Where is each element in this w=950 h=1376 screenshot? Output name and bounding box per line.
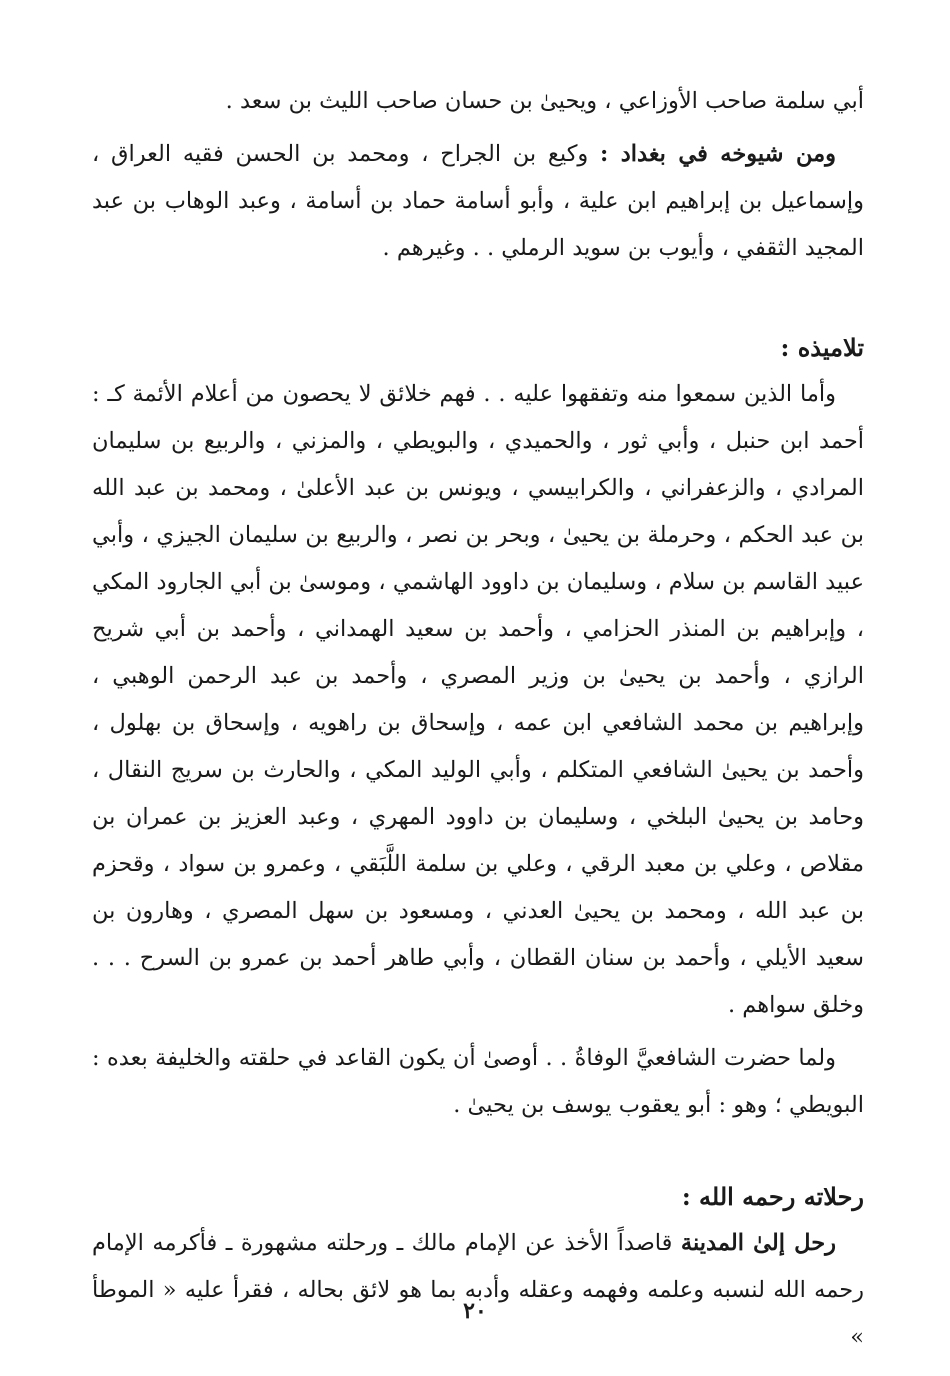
page-number: ٢٠: [463, 1298, 487, 1324]
baghdad-teachers-paragraph: [92, 131, 864, 272]
succession-paragraph: ولما حضرت الشافعيَّ الوفاةُ . . أوصىٰ أن يكون القاعد في حلقته والخليفة بعده : البويطي ؛ وهو : أبو يعقوب يوسف بن يحيىٰ .: [92, 1045, 864, 1118]
journeys-text: قاصداً الأخذ عن الإمام مالك ـ ورحلته مشهورة ـ فأكرمه الإمام رحمه الله لنسبه وعلمه وفهمه وعقله وأدبه بما هو لائق بحاله ، فقرأ عليه « الموطأ »: [92, 1230, 864, 1350]
students-heading: تلاميذه :: [780, 333, 864, 362]
spacer: [92, 272, 864, 324]
intro-paragraph: أبي سلمة صاحب الأوزاعي ، ويحيىٰ بن حسان صاحب الليث بن سعد .: [225, 88, 864, 114]
journeys-heading: رحلاته رحمه الله :: [681, 1182, 864, 1211]
journeys-paragraph: [92, 1220, 864, 1361]
journeys-lead: رحل إلىٰ المدينة: [680, 1230, 836, 1256]
baghdad-lead: ومن شيوخه في بغداد :: [600, 141, 836, 167]
spacer: [92, 1129, 864, 1173]
students-paragraph: وأما الذين سمعوا منه وتفقهوا عليه . . فهم خلائق لا يحصون من أعلام الأئمة كـ : أحمد ابن حنبل ، وأبي ثور ، والحميدي ، والبويطي ، والمزني ، والربيع بن سليمان المرادي ، والزعفراني ، والكرابيسي ، ويونس بن عبد الأعلىٰ ، ومحمد بن عبد الله بن عبد الحكم ، وحرملة بن يحيىٰ ، وبحر بن نصر ، والربيع بن سليمان الجيزي ، وأبي عبيد القاسم بن سلام ، وسليمان بن داوود الهاشمي ، وموسىٰ بن أبي الجارود المكي ، وإبراهيم بن المنذر الحزامي ، وأحمد بن سعيد الهمداني ، وأحمد بن أبي شريح الرازي ، وأحمد بن يحيىٰ بن وزير المصري ، وأحمد بن عبد الرحمن الوهبي ، وإبراهيم بن محمد الشافعي ابن عمه ، وإسحاق بن راهويه ، وإسحاق بن بهلول ، وأحمد بن يحيىٰ الشافعي المتكلم ، وأبي الوليد المكي ، والحارث بن سريج النقال ، وحامد بن يحيىٰ البلخي ، وسليمان بن داوود المهري ، وعبد العزيز بن عمران بن مقلاص ، وعلي بن معبد الرقي ، وعلي بن سلمة اللَّبَقي ، وعمرو بن سواد ، وقحزم بن عبد الله ، ومحمد بن يحيىٰ العدني ، ومسعود بن سهل المصري ، وهارون بن سعيد الأيلي ، وأحمد بن سنان القطان ، وأبي طاهر أحمد بن عمرو بن السرح . . . وخلق سواهم .: [92, 381, 864, 1018]
baghdad-text: وكيع بن الجراح ، ومحمد بن الحسن فقيه العراق ، وإسماعيل بن إبراهيم ابن علية ، وأبو أسامة حماد بن أسامة ، وعبد الوهاب بن عبد المجيد الثقفي ، وأيوب بن سويد الرملي . . وغيرهم .: [92, 141, 864, 261]
